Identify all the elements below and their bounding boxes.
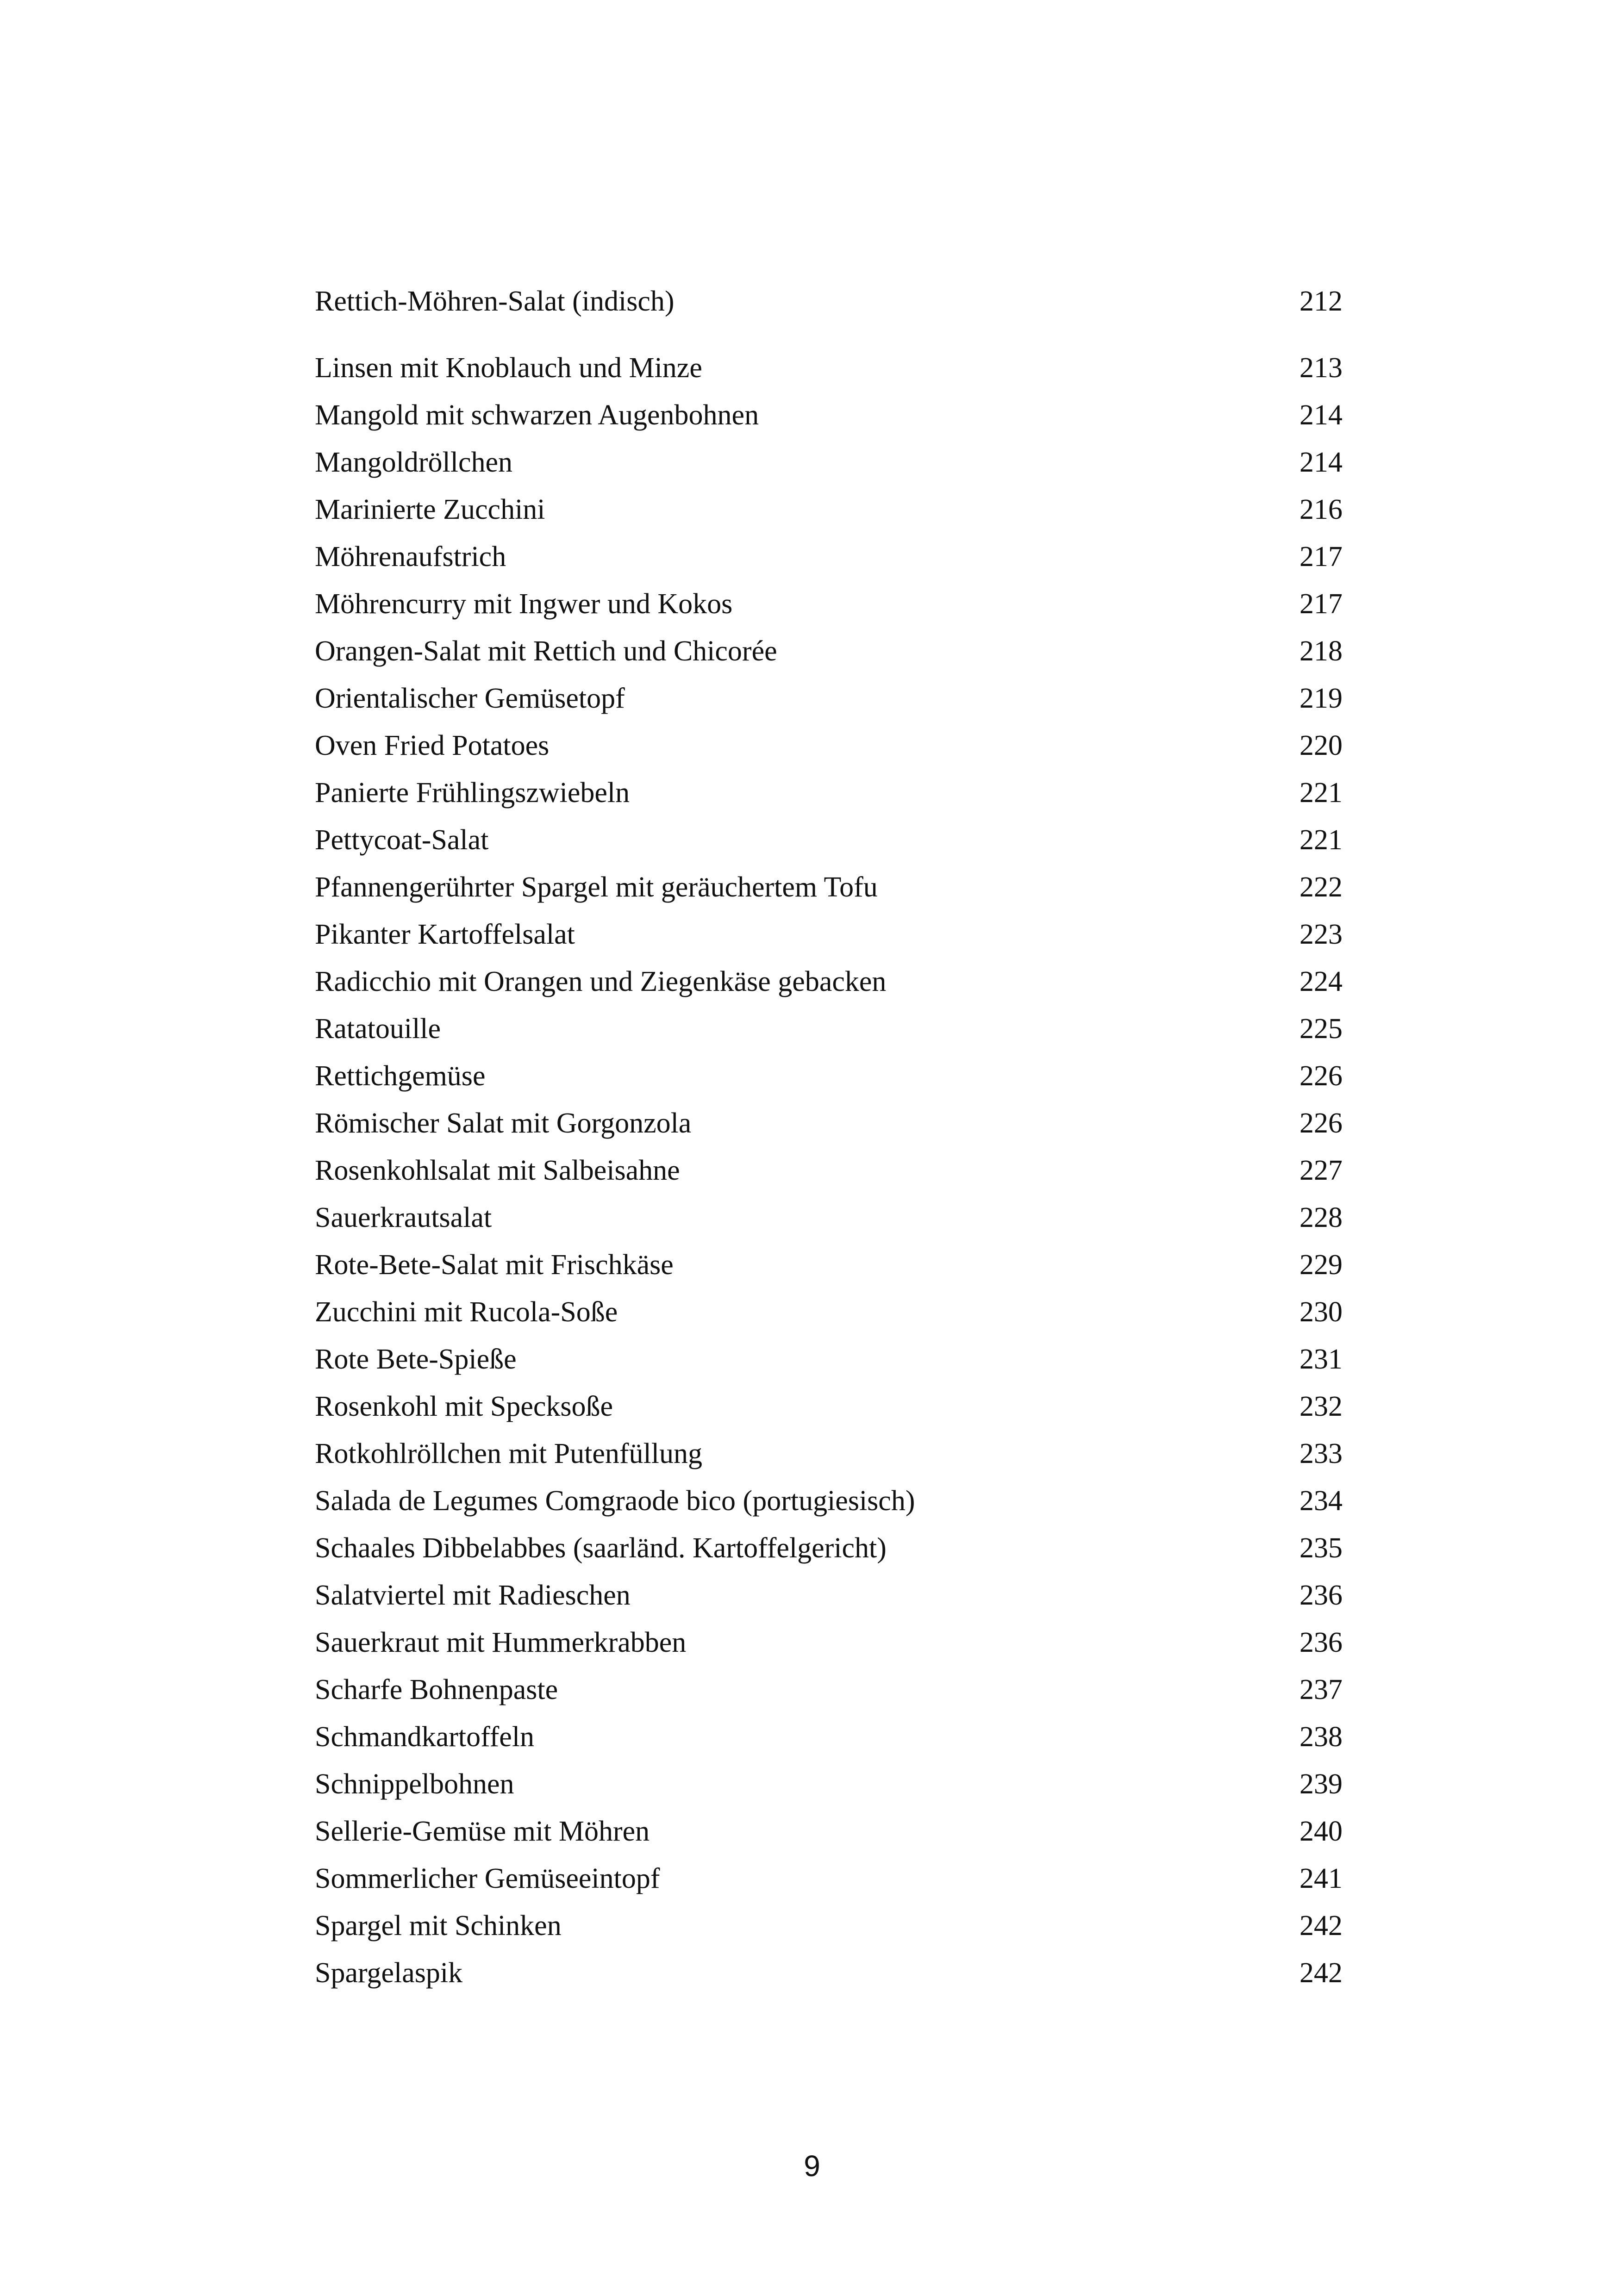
toc-entry: [315, 1336, 1343, 1383]
toc-entry: [315, 1666, 1343, 1713]
toc-entry: [315, 722, 1343, 769]
toc-entry: [315, 1619, 1343, 1666]
toc-entry-title: Sauerkraut mit Hummerkrabben: [315, 1627, 687, 1658]
toc-entry-page: 212: [1299, 286, 1343, 317]
toc-entry-page: 219: [1299, 683, 1343, 714]
toc-entry-title: Rosenkohlsalat mit Salbeisahne: [315, 1155, 680, 1186]
toc-entry-title: Ratatouille: [315, 1013, 441, 1045]
toc-entry-title: Radicchio mit Orangen und Ziegenkäse gebacken: [315, 966, 887, 997]
toc-entry: [315, 1477, 1343, 1524]
page-number: 9: [804, 2149, 820, 2183]
toc-entry-page: 236: [1299, 1580, 1343, 1611]
toc-entry: [315, 769, 1343, 816]
toc-entry-page: 214: [1299, 399, 1343, 431]
toc-entry-title: Spargelaspik: [315, 1957, 463, 1989]
toc-entry-title: Rote-Bete-Salat mit Frischkäse: [315, 1249, 674, 1281]
toc-entry-title: Orangen-Salat mit Rettich und Chicorée: [315, 635, 777, 667]
table-of-contents: [315, 278, 1343, 1997]
toc-entry-page: 226: [1299, 1060, 1343, 1092]
toc-entry-title: Rotkohlröllchen mit Putenfüllung: [315, 1438, 702, 1469]
toc-entry-title: Mangoldröllchen: [315, 447, 513, 478]
toc-entry: [315, 1147, 1343, 1194]
toc-entry-title: Panierte Frühlingszwiebeln: [315, 777, 630, 809]
toc-entry-page: 222: [1299, 871, 1343, 903]
toc-entry-title: Sellerie-Gemüse mit Möhren: [315, 1816, 650, 1847]
toc-entry-page: 217: [1299, 588, 1343, 620]
toc-entry-title: Marinierte Zucchini: [315, 494, 545, 525]
toc-entry: [315, 958, 1343, 1005]
toc-entry-page: 226: [1299, 1108, 1343, 1139]
toc-entry-title: Pikanter Kartoffelsalat: [315, 919, 575, 950]
toc-entry-page: 232: [1299, 1391, 1343, 1422]
toc-entry: [315, 1808, 1343, 1855]
toc-entry-title: Orientalischer Gemüsetopf: [315, 683, 625, 714]
toc-entry: [315, 344, 1343, 392]
toc-entry: [315, 580, 1343, 628]
toc-entry-page: 240: [1299, 1816, 1343, 1847]
toc-entry-title: Pettycoat-Salat: [315, 824, 489, 856]
toc-entry: [315, 911, 1343, 958]
toc-entry-page: 242: [1299, 1910, 1343, 1941]
toc-entry: [315, 1052, 1343, 1100]
toc-entry-title: Rote Bete-Spieße: [315, 1344, 517, 1375]
toc-entry-title: Zucchini mit Rucola-Soße: [315, 1296, 618, 1328]
toc-entry: [315, 1383, 1343, 1430]
toc-entry: [315, 816, 1343, 864]
toc-entry: [315, 1241, 1343, 1288]
toc-entry-title: Rosenkohl mit Specksoße: [315, 1391, 613, 1422]
toc-entry: [315, 1430, 1343, 1477]
toc-entry: [315, 392, 1343, 439]
toc-entry-page: 231: [1299, 1344, 1343, 1375]
toc-entry-page: 233: [1299, 1438, 1343, 1469]
toc-entry-page: 227: [1299, 1155, 1343, 1186]
toc-entry: [315, 675, 1343, 722]
toc-entry-title: Möhrenaufstrich: [315, 541, 506, 572]
toc-entry: [315, 486, 1343, 533]
toc-entry: [315, 1572, 1343, 1619]
toc-entry-page: 225: [1299, 1013, 1343, 1045]
toc-entry: [315, 1100, 1343, 1147]
toc-entry-title: Römischer Salat mit Gorgonzola: [315, 1108, 692, 1139]
toc-entry: [315, 1855, 1343, 1902]
toc-entry-page: 229: [1299, 1249, 1343, 1281]
toc-entry-title: Salatviertel mit Radieschen: [315, 1580, 631, 1611]
toc-entry: [315, 628, 1343, 675]
toc-entry-title: Schnippelbohnen: [315, 1768, 514, 1800]
toc-entry-title: Mangold mit schwarzen Augenbohnen: [315, 399, 759, 431]
toc-entry-page: 242: [1299, 1957, 1343, 1989]
toc-entry-title: Sommerlicher Gemüseeintopf: [315, 1863, 660, 1894]
toc-entry: [315, 864, 1343, 911]
toc-entry-title: Schmandkartoffeln: [315, 1721, 535, 1753]
toc-entry: [315, 1761, 1343, 1808]
toc-entry-title: Salada de Legumes Comgraode bico (portugiesisch): [315, 1485, 915, 1517]
toc-entry-page: 228: [1299, 1202, 1343, 1233]
toc-entry-title: Möhrencurry mit Ingwer und Kokos: [315, 588, 733, 620]
toc-entry-page: 218: [1299, 635, 1343, 667]
toc-entry-page: 213: [1299, 352, 1343, 384]
toc-entry-page: 237: [1299, 1674, 1343, 1705]
toc-entry-page: 241: [1299, 1863, 1343, 1894]
toc-entry-title: Schaales Dibbelabbes (saarländ. Kartoffelgericht): [315, 1532, 887, 1564]
toc-entry-title: Spargel mit Schinken: [315, 1910, 562, 1941]
toc-entry-title: Rettich-Möhren-Salat (indisch): [315, 286, 675, 317]
toc-entry-page: 221: [1299, 824, 1343, 856]
toc-entry: [315, 1902, 1343, 1949]
toc-entry-title: Oven Fried Potatoes: [315, 730, 550, 761]
toc-entry-page: 223: [1299, 919, 1343, 950]
toc-entry-page: 235: [1299, 1532, 1343, 1564]
toc-entry-page: 239: [1299, 1768, 1343, 1800]
toc-entry: [315, 1949, 1343, 1997]
toc-entry-page: 214: [1299, 447, 1343, 478]
toc-entry: [315, 439, 1343, 486]
toc-entry: [315, 1288, 1343, 1336]
toc-entry-page: 230: [1299, 1296, 1343, 1328]
toc-entry-title: Rettichgemüse: [315, 1060, 486, 1092]
toc-entry-title: Scharfe Bohnenpaste: [315, 1674, 558, 1705]
toc-entry-page: 236: [1299, 1627, 1343, 1658]
toc-entry: [315, 1194, 1343, 1241]
toc-entry-page: 234: [1299, 1485, 1343, 1517]
toc-entry-title: Linsen mit Knoblauch und Minze: [315, 352, 702, 384]
toc-entry-page: 238: [1299, 1721, 1343, 1753]
toc-entry-title: Pfannengerührter Spargel mit geräuchertem Tofu: [315, 871, 878, 903]
toc-entry: [315, 1524, 1343, 1572]
toc-entry: [315, 1005, 1343, 1052]
toc-entry: [315, 1713, 1343, 1761]
toc-entry-page: 217: [1299, 541, 1343, 572]
toc-entry-page: 224: [1299, 966, 1343, 997]
toc-entry-page: 221: [1299, 777, 1343, 809]
toc-entry-page: 216: [1299, 494, 1343, 525]
toc-entry: [315, 278, 1343, 325]
toc-entry: [315, 533, 1343, 580]
toc-entry-title: Sauerkrautsalat: [315, 1202, 492, 1233]
toc-entry-page: 220: [1299, 730, 1343, 761]
